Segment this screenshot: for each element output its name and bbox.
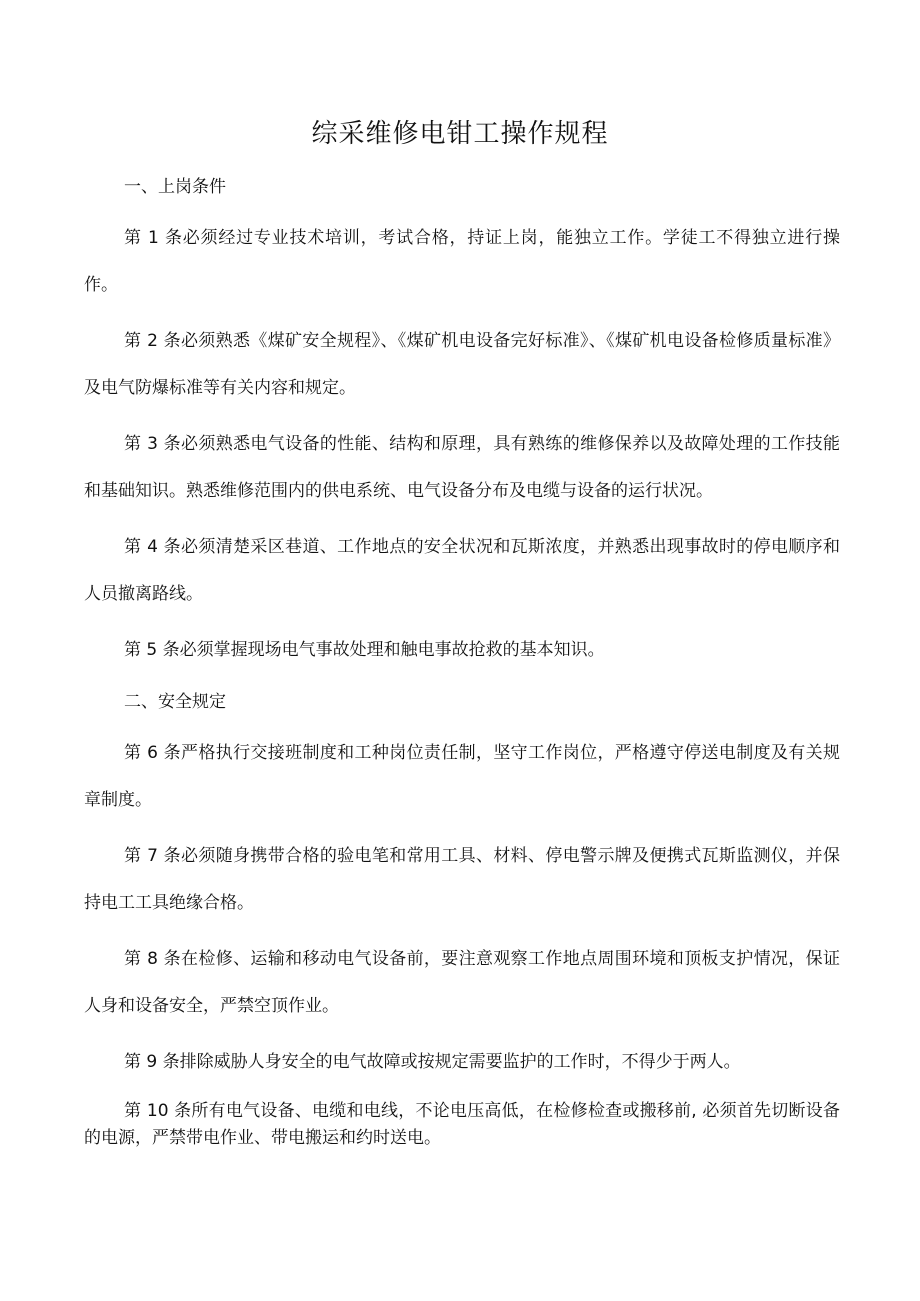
document-body [84,168,840,1161]
article-5: 第 5 条必须掌握现场电气事故处理和触电事故抢救的基本知识。 [124,640,605,660]
section-heading-requirements: 一、上岗条件 [124,177,226,197]
article-10: 第 10 条所有电气设备、电缆和电线，不论电压高低，在检修检查或搬移前, 必须首先切断设备的电源，严禁带电作业、带电搬运和约时送电。 [84,1101,840,1148]
document-title: 综采维修电钳工操作规程 [311,119,609,149]
article-1: 第 1 条必须经过专业技术培训，考试合格，持证上岗，能独立工作。学徒工不得独立进行操作。 [84,228,840,295]
article-4: 第 4 条必须清楚采区巷道、工作地点的安全状况和瓦斯浓度，并熟悉出现事故时的停电顺序和人员撤离路线。 [84,537,840,604]
article-2: 第 2 条必须熟悉《煤矿安全规程》、《煤矿机电设备完好标准》、《煤矿机电设备检修质量标准》及电气防爆标准等有关内容和规定。 [84,331,840,398]
article-9: 第 9 条排除威胁人身安全的电气故障或按规定需要监护的工作时，不得少于两人。 [124,1052,741,1072]
article-3: 第 3 条必须熟悉电气设备的性能、结构和原理，具有熟练的维修保养以及故障处理的工作技能和基础知识。熟悉维修范围内的供电系统、电气设备分布及电缆与设备的运行状况。 [84,434,840,501]
article-8: 第 8 条在检修、运输和移动电气设备前，要注意观察工作地点周围环境和顶板支护情况，保证人身和设备安全，严禁空顶作业。 [84,949,840,1016]
article-6: 第 6 条严格执行交接班制度和工种岗位责任制，坚守工作岗位，严格遵守停送电制度及有关规章制度。 [84,743,840,810]
article-7: 第 7 条必须随身携带合格的验电笔和常用工具、材料、停电警示牌及便携式瓦斯监测仪，并保持电工工具绝缘合格。 [84,846,840,913]
section-heading-safety: 二、安全规定 [124,692,226,712]
